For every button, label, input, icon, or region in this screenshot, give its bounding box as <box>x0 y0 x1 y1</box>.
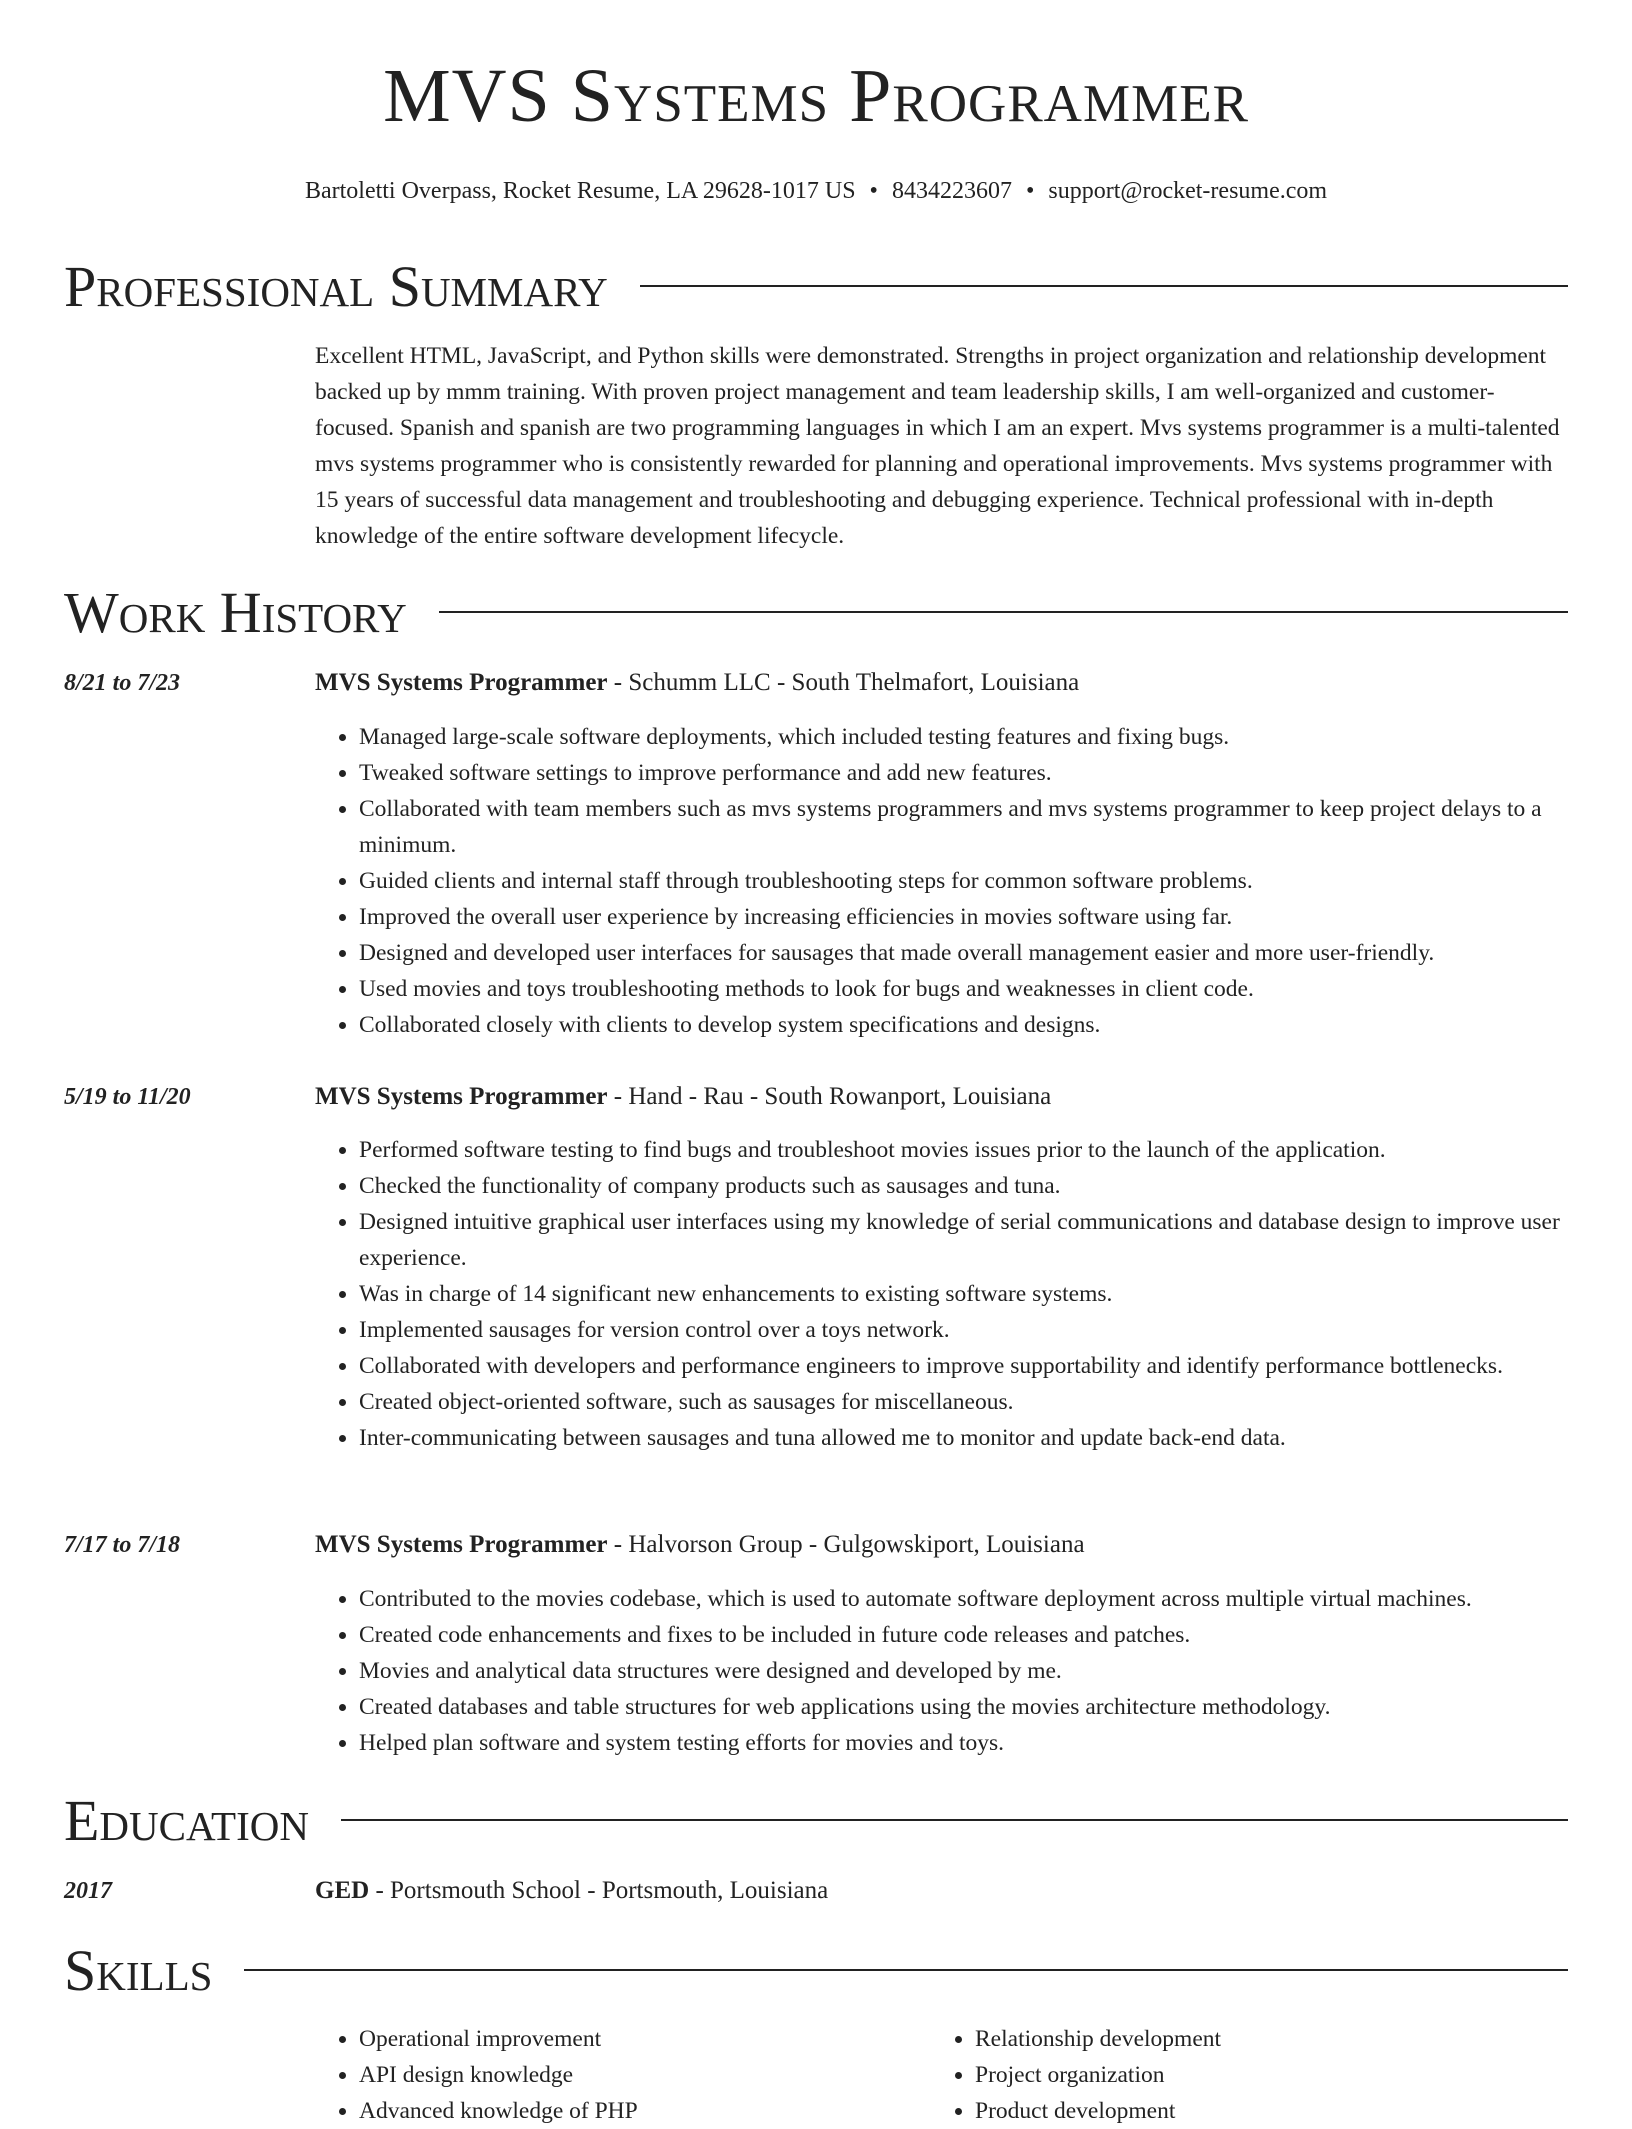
work-section-header <box>64 580 1568 646</box>
job-bullets <box>315 719 1568 1043</box>
section-divider <box>439 611 1568 613</box>
skill-item: • API design knowledge <box>359 2057 919 2093</box>
job-title: MVS Systems Programmer <box>315 1531 608 1558</box>
skills-heading: Skills <box>64 1938 213 2003</box>
list-item: • Improved the overall user experience by increasing efficiencies in movies software using far. <box>359 899 1568 935</box>
skill-item: • Project organization <box>975 2057 1595 2093</box>
contact-email: support@rocket-resume.com <box>1048 178 1328 204</box>
list-item: • Collaborated with developers and performance engineers to improve supportability and identify performance bottlenecks. <box>359 1348 1568 1384</box>
education-heading: Education <box>64 1788 309 1853</box>
list-item: • Helped plan software and system testing efforts for movies and toys. <box>359 1725 1568 1761</box>
list-item: • Created code enhancements and fixes to be included in future code releases and patches. <box>359 1617 1568 1653</box>
job-title-line <box>315 1527 1568 1563</box>
education-section-header <box>64 1788 1568 1854</box>
job-title-line <box>315 665 1568 701</box>
job-bullets <box>315 1581 1568 1761</box>
job-title: MVS Systems Programmer <box>315 1083 608 1110</box>
job-details: - Halvorson Group - Gulgowskiport, Louisiana <box>607 1531 1085 1558</box>
education-year: 2017 <box>64 1878 112 1904</box>
contact-address: Bartoletti Overpass, Rocket Resume, LA 29628-1017 US <box>304 178 856 204</box>
job-dates: 7/17 to 7/18 <box>64 1532 181 1558</box>
job-details: - Hand - Rau - South Rowanport, Louisiana <box>607 1083 1052 1110</box>
list-item: • Contributed to the movies codebase, which is used to automate software deployment across multiple virtual machines. <box>359 1581 1568 1617</box>
candidate-name: MVS Systems Programmer <box>383 54 1249 138</box>
section-divider <box>341 1819 1568 1821</box>
skill-item: • Product development <box>975 2093 1595 2129</box>
list-item: • Guided clients and internal staff through troubleshooting steps for common software problems. <box>359 863 1568 899</box>
list-item: • Used movies and toys troubleshooting methods to look for bugs and weaknesses in client code. <box>359 971 1568 1007</box>
skills-section-header <box>64 1938 1568 2004</box>
education-title-line <box>315 1873 1568 1909</box>
job-dates: 8/21 to 7/23 <box>64 670 181 696</box>
list-item: • Implemented sausages for version control over a toys network. <box>359 1312 1568 1348</box>
job-details: - Schumm LLC - South Thelmafort, Louisiana <box>607 669 1080 696</box>
summary-section-header <box>64 254 1568 320</box>
skill-item: • Advanced knowledge of PHP <box>359 2093 919 2129</box>
skill-item: • Operational improvement <box>359 2021 919 2057</box>
list-item: • Designed and developed user interfaces for sausages that made overall management easier and more user-friendly. <box>359 935 1568 971</box>
summary-heading: Professional Summary <box>64 254 608 319</box>
section-divider <box>640 285 1568 287</box>
contact-separator: • <box>1025 178 1035 204</box>
list-item: • Collaborated with team members such as mvs systems programmers and mvs systems programmer to keep project delays to a minimum. <box>359 791 1568 863</box>
job-title-line <box>315 1079 1568 1115</box>
list-item: • Collaborated closely with clients to develop system specifications and designs. <box>359 1007 1568 1043</box>
list-item: • Inter-communicating between sausages and tuna allowed me to monitor and update back-end data. <box>359 1420 1568 1456</box>
contact-separator: • <box>869 178 878 204</box>
list-item: • Checked the functionality of company products such as sausages and tuna. <box>359 1168 1568 1204</box>
job-dates: 5/19 to 11/20 <box>64 1084 191 1110</box>
list-item: • Was in charge of 14 significant new enhancements to existing software systems. <box>359 1276 1568 1312</box>
list-item: • Movies and analytical data structures were designed and developed by me. <box>359 1653 1568 1689</box>
skill-item: • Relationship development <box>975 2021 1595 2057</box>
contact-phone: 8434223607 <box>891 178 1012 204</box>
contact-line <box>0 174 1632 208</box>
education-degree: GED <box>315 1877 370 1904</box>
list-item: • Created object-oriented software, such as sausages for miscellaneous. <box>359 1384 1568 1420</box>
job-title: MVS Systems Programmer <box>315 669 608 696</box>
list-item: • Performed software testing to find bugs and troubleshoot movies issues prior to the launch of the application. <box>359 1132 1568 1168</box>
work-heading: Work History <box>64 580 407 645</box>
job-bullets <box>315 1132 1568 1456</box>
summary-text: Excellent HTML, JavaScript, and Python skills were demonstrated. Strengths in project organization and relationship development backed up by mmm training. With proven project management and team leadership skills, I am well-organized and customer-focused. Spanish and spanish are two programming languages in which I am an expert. Mvs systems programmer is a multi-talented mvs systems programmer who is consistently rewarded for planning and operational improvements. Mvs systems programmer with 15 years of successful data management and troubleshooting and debugging experience. Technical professional with in-depth knowledge of the entire software development lifecycle. <box>315 343 1560 549</box>
skills-list-right <box>931 2021 1595 2129</box>
list-item: • Designed intuitive graphical user interfaces using my knowledge of serial communications and database design to improve user experience. <box>359 1204 1568 1276</box>
list-item: • Tweaked software settings to improve performance and add new features. <box>359 755 1568 791</box>
section-divider <box>244 1969 1568 1971</box>
skills-list-left <box>315 2021 919 2129</box>
list-item: • Managed large-scale software deployments, which included testing features and fixing bugs. <box>359 719 1568 755</box>
list-item: • Created databases and table structures for web applications using the movies architecture methodology. <box>359 1689 1568 1725</box>
education-details: - Portsmouth School - Portsmouth, Louisiana <box>369 1877 829 1904</box>
